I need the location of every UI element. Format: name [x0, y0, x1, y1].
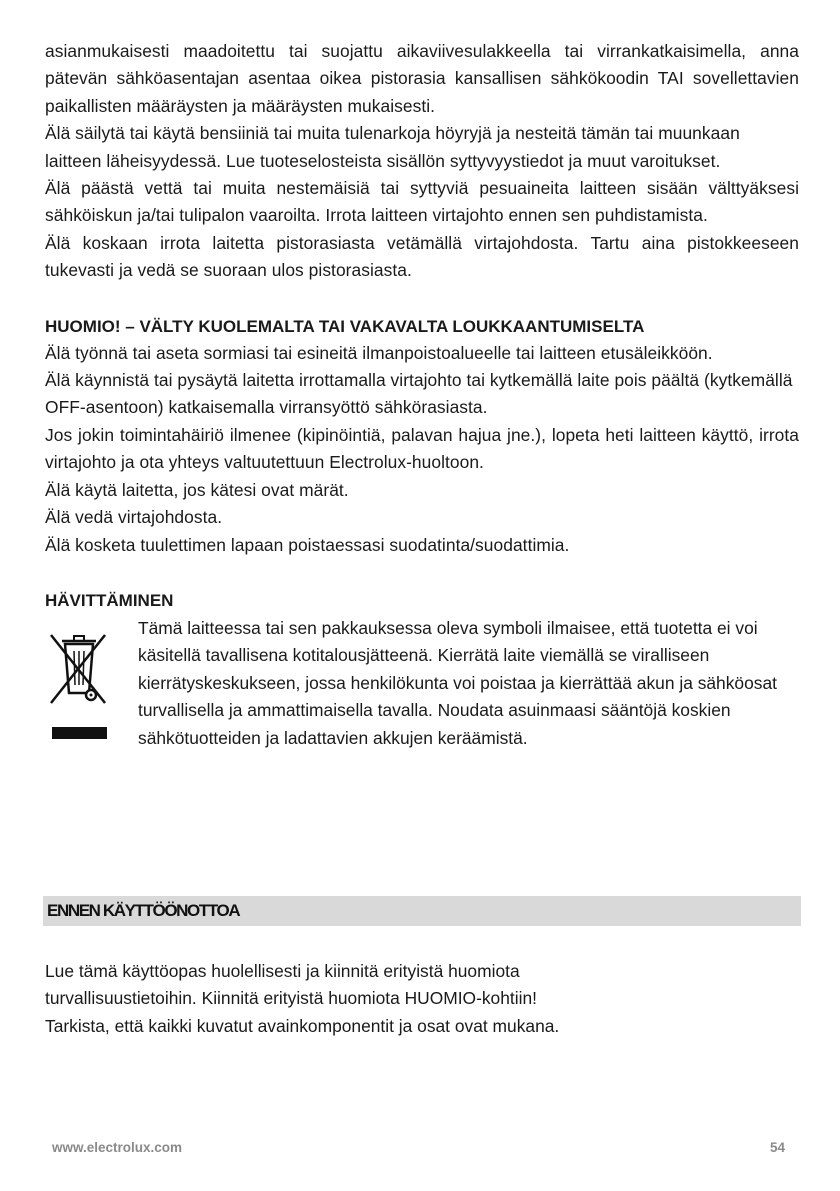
warning-item: Älä käytä laitetta, jos kätesi ovat märät. — [45, 479, 349, 500]
warning-item: Jos jokin toimintahäiriö ilmenee (kipinöintiä, palavan hajua jne.), lopeta heti laitteen käyttö, irrota virtajohto ja ota yhteys valtuutettuun Electrolux-huoltoon. — [45, 424, 799, 473]
section-title: ENNEN KÄYTTÖÖNOTTOA — [47, 901, 240, 920]
before-use-line: Tarkista, että kaikki kuvatut avainkomponentit ja osat ovat mukana. — [45, 1015, 560, 1036]
safety-paragraph: asianmukaisesti maadoitettu tai suojattu aikaviivesulakkeella tai virrankatkaisimella, anna pätevän sähköasentajan asentaa oikea pistorasia kansallisen sähkökoodin TAI sovellettavien paikallisten määräysten ja määräysten mukaisesti. — [45, 41, 799, 116]
disposal-heading: HÄVITTÄMINEN — [45, 590, 174, 610]
safety-paragraph: Älä koskaan irrota laitetta pistorasiasta vetämällä virtajohdosta. Tartu aina pistokkeeseen tukevasti ja vedä se suoraan ulos pistorasiasta. — [45, 232, 799, 281]
safety-paragraph: Älä päästä vettä tai muita nestemäisiä tai syttyviä pesuaineita laitteen sisään välttyäksesi sähköiskun ja/tai tulipalon vaaroilta. Irrota laitteen virtajohto ennen sen puhdistamista. — [45, 178, 799, 226]
page-number: 54 — [770, 1140, 786, 1155]
before-use-line: turvallisuustietoihin. Kiinnitä erityistä huomiota HUOMIO-kohtiin! — [45, 988, 537, 1009]
before-use-line: Lue tämä käyttöopas huolellisesti ja kiinnitä erityistä huomiota — [45, 961, 520, 981]
warning-item: Älä kosketa tuulettimen lapaan poistaessasi suodatinta/suodattimia. — [45, 534, 570, 555]
page-content — [45, 38, 799, 780]
disposal-section — [45, 615, 799, 780]
crossed-out-wheelie-bin-icon — [49, 627, 107, 749]
warning-item: Älä käynnistä tai pysäytä laitetta irrottamalla virtajohto tai kytkemällä laite pois päältä (kytkemällä OFF-asentoon) katkaisemalla virransyöttö sähkörasiasta. — [45, 370, 793, 418]
safety-paragraph: Älä säilytä tai käytä bensiiniä tai muita tulenarkoja höyryjä ja nesteitä tämän tai muunkaan laitteen läheisyydessä. Lue tuoteselosteista sisällön syttyvyystiedot ja muut varoitukset. — [45, 123, 740, 171]
warning-item: Älä vedä virtajohdosta. — [45, 507, 223, 528]
warning-item: Älä työnnä tai aseta sormiasi tai esineitä ilmanpoistoalueelle tai laitteen etusäleikköön. — [45, 342, 713, 363]
section-heading-bar — [43, 896, 801, 926]
footer-url: www.electrolux.com — [52, 1140, 183, 1155]
before-use-text — [45, 958, 785, 1040]
warning-heading: HUOMIO! – VÄLTY KUOLEMALTA TAI VAKAVALTA LOUKKAANTUMISELTA — [45, 316, 645, 336]
disposal-text: Tämä laitteessa tai sen pakkauksessa oleva symboli ilmaisee, että tuotetta ei voi käsitellä tavallisena kotitalousjätteenä. Kierrätä laite viemällä se viralliseen kierrätyskeskukseen, jossa henkilökunta voi poistaa ja kierrättää akun ja sähköosat turvallisella ja ammattimaisella tavalla. Noudata asuinmaasi sääntöjä koskien sähkötuotteiden ja ladattavien akkujen keräämistä. — [138, 617, 777, 748]
